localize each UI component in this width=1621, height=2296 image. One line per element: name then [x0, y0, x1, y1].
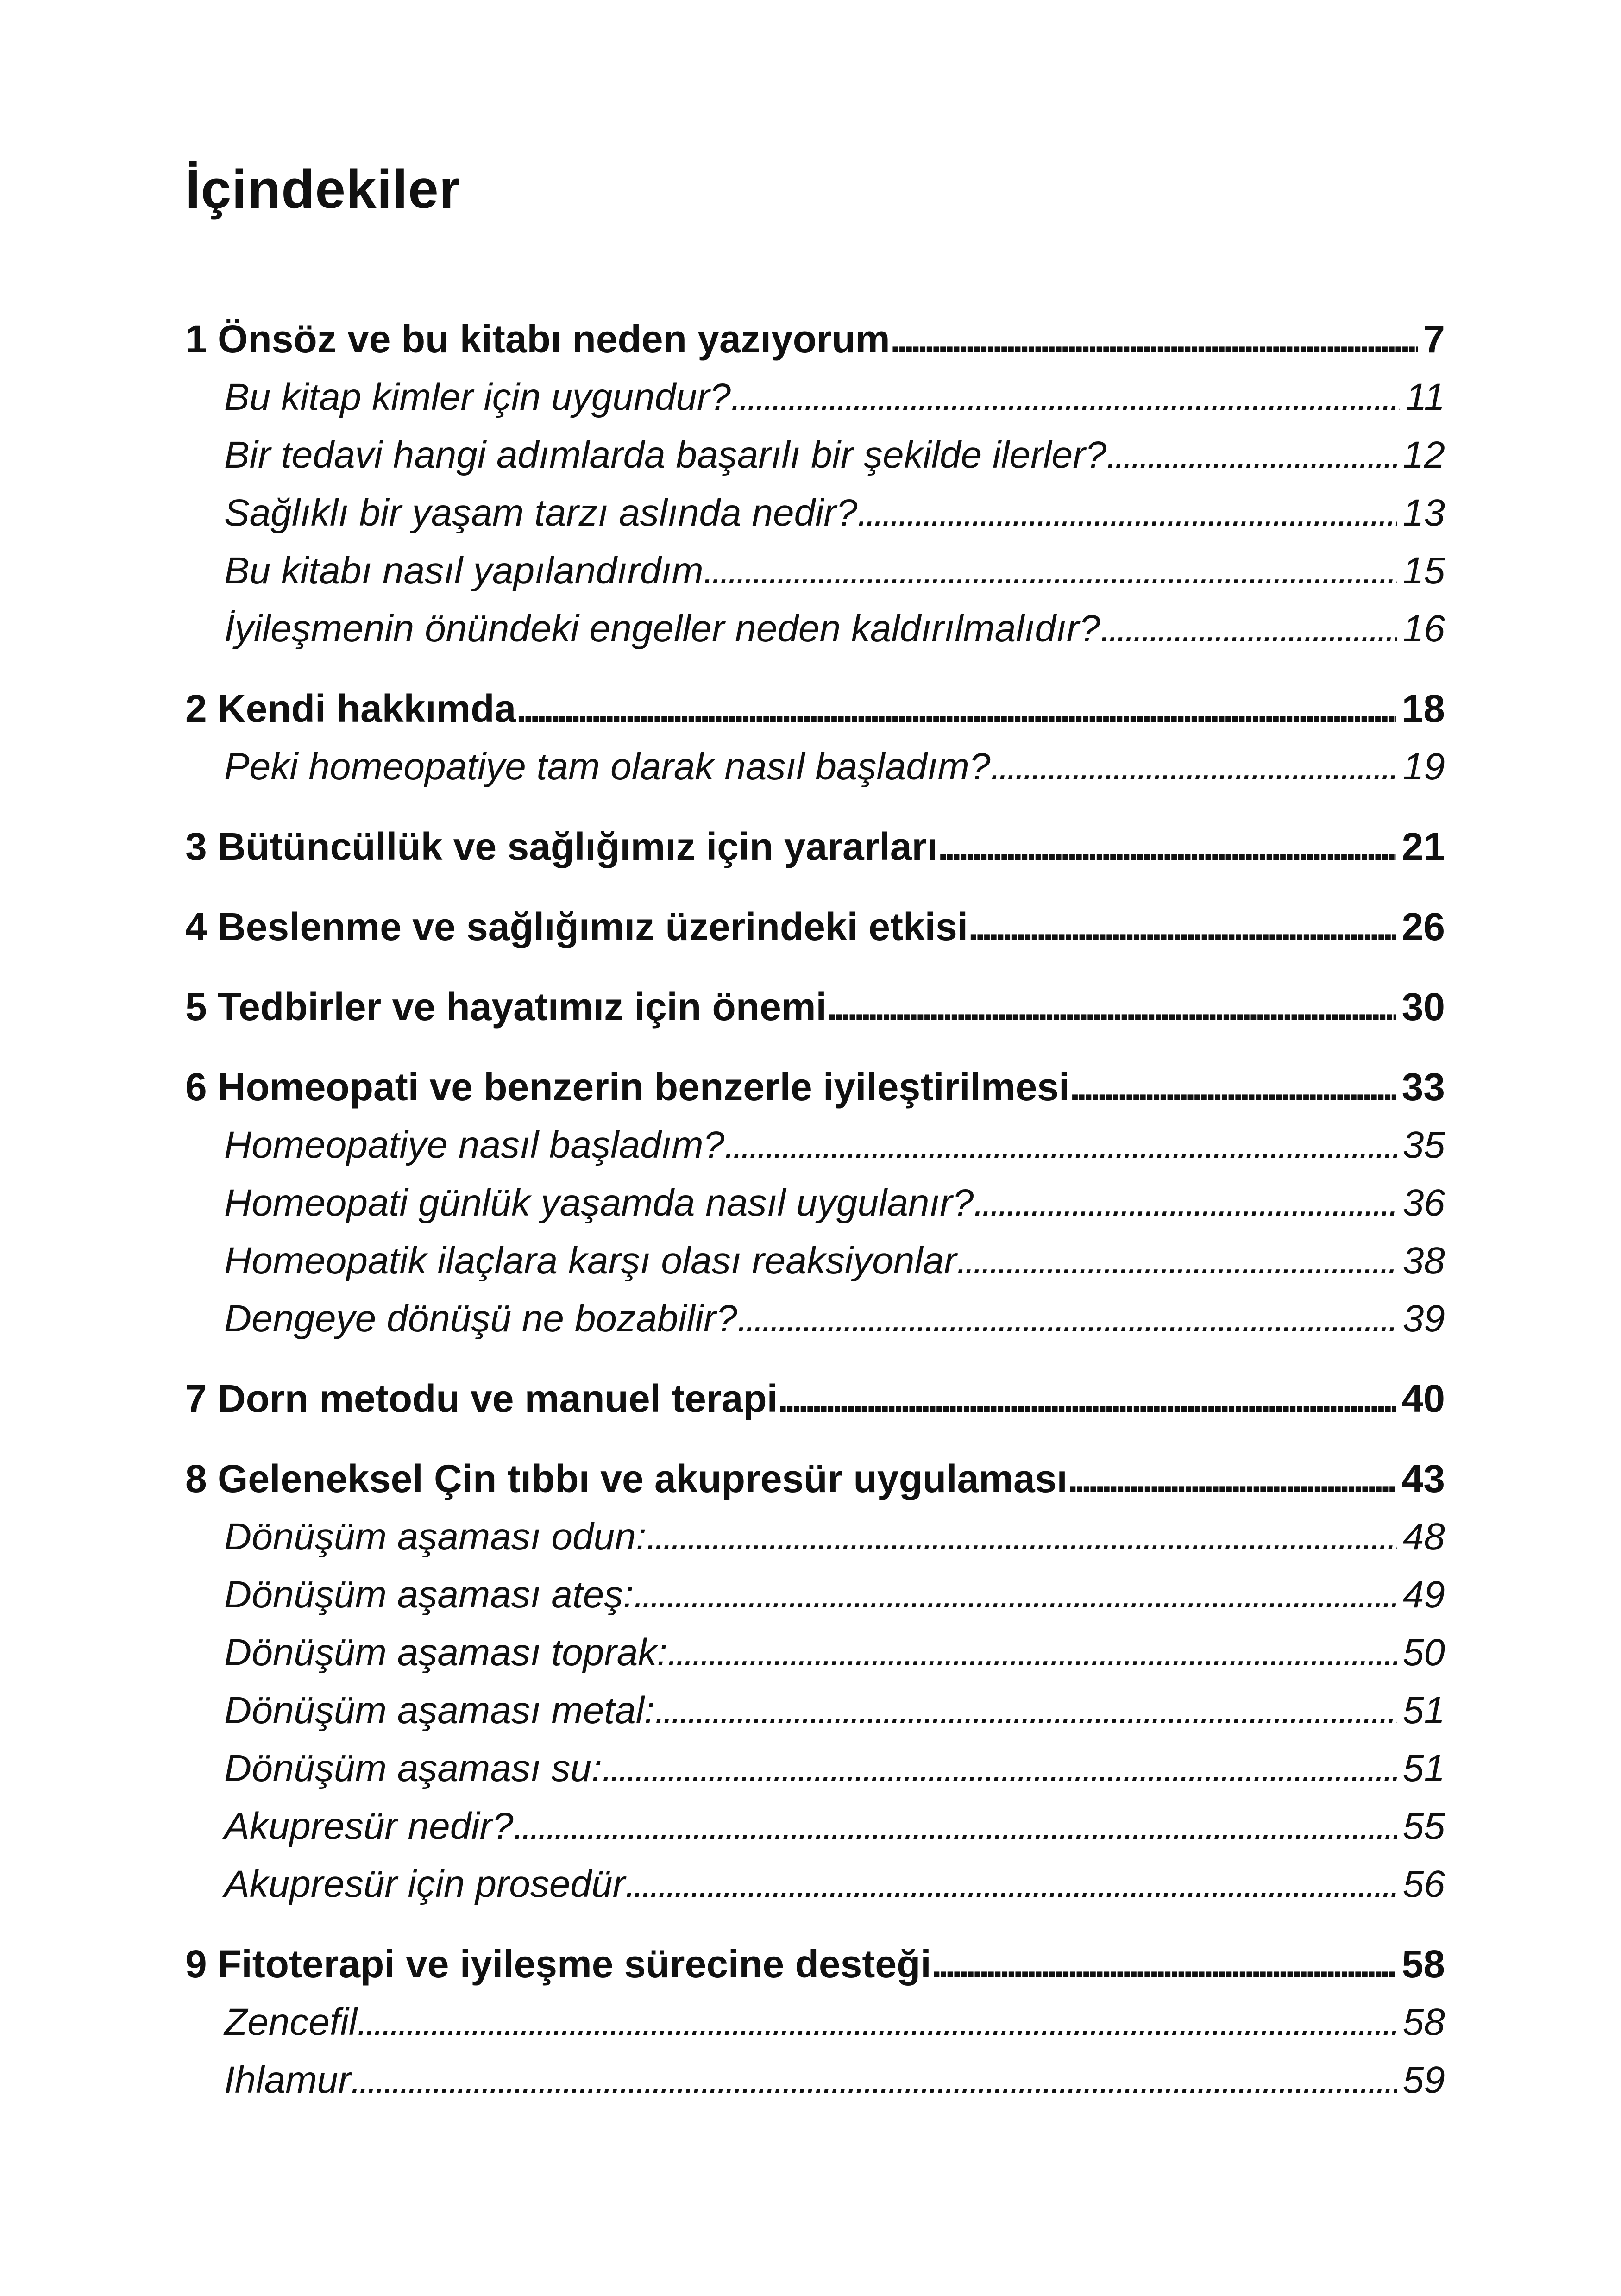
section-page-number: 13 — [1402, 492, 1445, 534]
dot-leader — [351, 2051, 1397, 2109]
section-page-number: 12 — [1402, 434, 1445, 476]
section-title: Dengeye dönüşü ne bozabilir? — [224, 1298, 737, 1340]
dot-leader — [857, 484, 1397, 542]
toc-chapter — [185, 818, 1445, 876]
chapter-title: 1 Önsöz ve bu kitabı neden yazıyorum — [185, 317, 890, 361]
section-page-number: 15 — [1402, 550, 1445, 592]
dot-leader — [602, 1739, 1397, 1797]
dot-leader — [667, 1624, 1397, 1681]
chapter-page-number: 26 — [1401, 905, 1445, 948]
section-page-number: 11 — [1405, 376, 1445, 418]
dot-leader — [974, 1174, 1397, 1232]
dot-leader — [1106, 426, 1397, 484]
section-entry[interactable] — [185, 1739, 1445, 1797]
chapter-entry[interactable] — [185, 1370, 1445, 1428]
section-page-number: 35 — [1402, 1124, 1445, 1166]
section-page-number: 48 — [1402, 1516, 1445, 1558]
section-title: Homeopatik ilaçlara karşı olası reaksiyonlar — [224, 1240, 957, 1282]
dot-leader — [1069, 1058, 1396, 1116]
section-entry[interactable] — [185, 484, 1445, 542]
chapter-entry[interactable] — [185, 818, 1445, 876]
section-title: Zencefil — [224, 2001, 358, 2043]
chapter-title: 5 Tedbirler ve hayatımız için önemi — [185, 985, 827, 1029]
section-title: Peki homeopatiye tam olarak nasıl başladım? — [224, 746, 991, 788]
section-page-number: 55 — [1402, 1805, 1445, 1847]
chapter-page-number: 33 — [1401, 1065, 1445, 1109]
section-entry[interactable] — [185, 738, 1445, 796]
dot-leader — [655, 1681, 1397, 1739]
chapter-entry[interactable] — [185, 1935, 1445, 1993]
toc-chapter — [185, 1058, 1445, 1348]
dot-leader — [956, 1232, 1397, 1290]
section-entry[interactable] — [185, 1116, 1445, 1174]
section-title: Sağlıklı bir yaşam tarzı aslında nedir? — [224, 492, 858, 534]
section-title: Akupresür için prosedür — [224, 1863, 625, 1905]
section-title: İyileşmenin önündeki engeller neden kaldırılmalıdır? — [224, 608, 1100, 650]
chapter-title: 9 Fitoterapi ve iyileşme sürecine desteği — [185, 1942, 931, 1986]
section-entry[interactable] — [185, 542, 1445, 600]
dot-leader — [778, 1370, 1396, 1428]
section-page-number: 16 — [1402, 608, 1445, 650]
section-title: Ihlamur — [224, 2059, 351, 2101]
toc-chapter — [185, 310, 1445, 658]
section-page-number: 36 — [1402, 1182, 1445, 1224]
toc-chapter — [185, 1935, 1445, 2109]
dot-leader — [625, 1855, 1397, 1913]
section-title: Dönüşüm aşaması toprak: — [224, 1631, 668, 1674]
section-title: Dönüşüm aşaması odun: — [224, 1516, 647, 1558]
chapter-title: 7 Dorn metodu ve manuel terapi — [185, 1377, 778, 1420]
dot-leader — [827, 978, 1396, 1036]
section-page-number: 51 — [1402, 1747, 1445, 1789]
dot-leader — [513, 1797, 1397, 1855]
section-entry[interactable] — [185, 1797, 1445, 1855]
section-title: Homeopati günlük yaşamda nasıl uygulanır? — [224, 1182, 974, 1224]
section-page-number: 50 — [1402, 1631, 1445, 1674]
section-entry[interactable] — [185, 1855, 1445, 1913]
section-page-number: 51 — [1402, 1689, 1445, 1731]
section-entry[interactable] — [185, 600, 1445, 658]
chapter-title: 3 Bütüncüllük ve sağlığımız için yararları — [185, 825, 938, 868]
dot-leader — [704, 542, 1397, 600]
dot-leader — [968, 898, 1396, 956]
chapter-entry[interactable] — [185, 978, 1445, 1036]
section-title: Homeopatiye nasıl başladım? — [224, 1124, 725, 1166]
section-page-number: 39 — [1402, 1298, 1445, 1340]
section-page-number: 38 — [1402, 1240, 1445, 1282]
chapter-page-number: 40 — [1401, 1377, 1445, 1420]
dot-leader — [737, 1290, 1397, 1348]
section-entry[interactable] — [185, 2051, 1445, 2109]
dot-leader — [731, 368, 1400, 426]
toc-chapter — [185, 680, 1445, 796]
chapter-entry[interactable] — [185, 898, 1445, 956]
section-page-number: 58 — [1402, 2001, 1445, 2043]
dot-leader — [1068, 1450, 1396, 1508]
section-title: Bir tedavi hangi adımlarda başarılı bir şekilde ilerler? — [224, 434, 1107, 476]
chapter-entry[interactable] — [185, 1450, 1445, 1508]
page-title: İçindekiler — [185, 159, 461, 220]
dot-leader — [1100, 600, 1397, 658]
toc-chapter — [185, 978, 1445, 1036]
chapter-page-number: 43 — [1401, 1457, 1445, 1500]
section-entry[interactable] — [185, 368, 1445, 426]
chapter-entry[interactable] — [185, 1058, 1445, 1116]
section-title: Akupresür nedir? — [224, 1805, 514, 1847]
chapter-page-number: 58 — [1401, 1942, 1445, 1986]
section-entry[interactable] — [185, 1290, 1445, 1348]
section-entry[interactable] — [185, 1174, 1445, 1232]
section-entry[interactable] — [185, 1566, 1445, 1624]
section-title: Bu kitap kimler için uygundur? — [224, 376, 731, 418]
chapter-title: 4 Beslenme ve sağlığımız üzerindeki etkisi — [185, 905, 968, 948]
chapter-page-number: 21 — [1401, 825, 1445, 868]
dot-leader — [357, 1993, 1397, 2051]
toc-chapter — [185, 1370, 1445, 1428]
section-entry[interactable] — [185, 1993, 1445, 2051]
dot-leader — [931, 1935, 1396, 1993]
chapter-entry[interactable] — [185, 680, 1445, 738]
section-title: Dönüşüm aşaması metal: — [224, 1689, 655, 1731]
section-page-number: 56 — [1402, 1863, 1445, 1905]
dot-leader — [516, 680, 1396, 738]
toc-chapter — [185, 898, 1445, 956]
dot-leader — [991, 738, 1397, 796]
dot-leader — [938, 818, 1396, 876]
section-page-number: 59 — [1402, 2059, 1445, 2101]
section-page-number: 19 — [1402, 746, 1445, 788]
toc-chapter — [185, 1450, 1445, 1913]
chapter-title: 6 Homeopati ve benzerin benzerle iyileştirilmesi — [185, 1065, 1070, 1109]
dot-leader — [647, 1508, 1397, 1566]
dot-leader — [634, 1566, 1397, 1624]
section-entry[interactable] — [185, 426, 1445, 484]
section-page-number: 49 — [1402, 1574, 1445, 1616]
section-title: Dönüşüm aşaması su: — [224, 1747, 602, 1789]
section-title: Dönüşüm aşaması ateş: — [224, 1574, 634, 1616]
chapter-page-number: 30 — [1401, 985, 1445, 1029]
chapter-title: 8 Geleneksel Çin tıbbı ve akupresür uygulaması — [185, 1457, 1068, 1500]
section-entry[interactable] — [185, 1624, 1445, 1681]
section-entry[interactable] — [185, 1232, 1445, 1290]
dot-leader — [890, 310, 1418, 368]
section-entry[interactable] — [185, 1681, 1445, 1739]
section-title: Bu kitabı nasıl yapılandırdım — [224, 550, 704, 592]
chapter-entry[interactable] — [185, 310, 1445, 368]
chapter-page-number: 18 — [1401, 687, 1445, 730]
section-entry[interactable] — [185, 1508, 1445, 1566]
chapter-page-number: 7 — [1423, 317, 1445, 361]
toc-page — [185, 153, 1445, 2131]
dot-leader — [724, 1116, 1397, 1174]
toc-list — [185, 310, 1445, 2109]
chapter-title: 2 Kendi hakkımda — [185, 687, 516, 730]
